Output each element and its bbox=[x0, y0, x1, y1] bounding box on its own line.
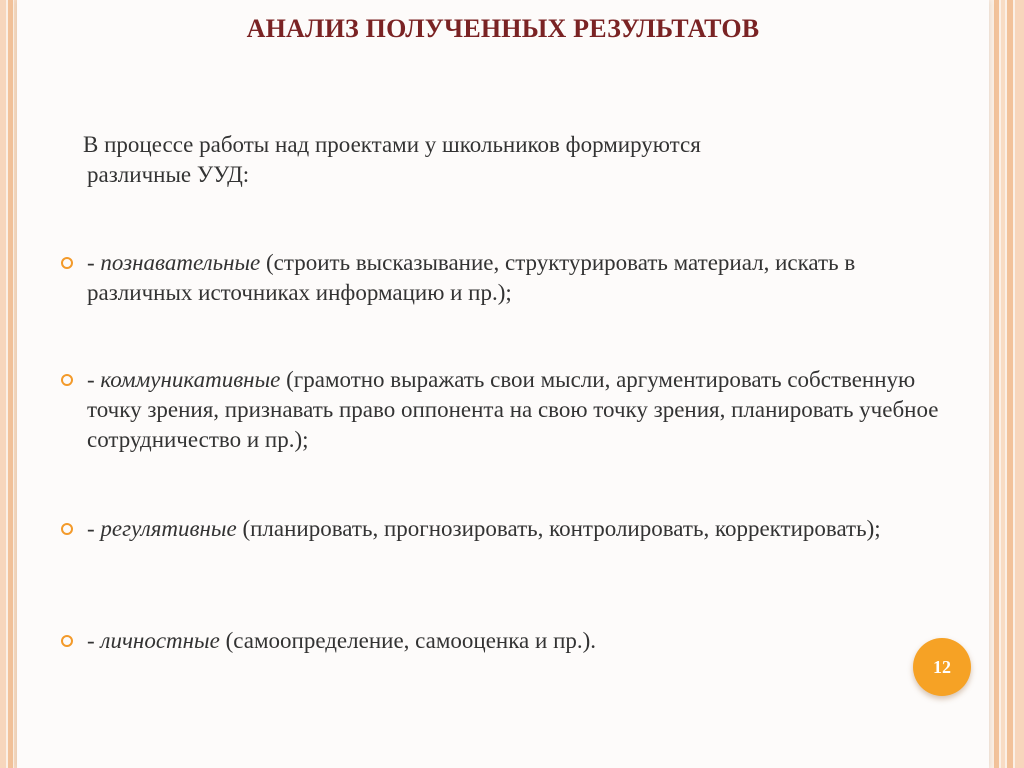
right-decorative-stripes bbox=[994, 0, 1024, 768]
stripe bbox=[994, 0, 999, 768]
bullet-circle-icon bbox=[61, 374, 73, 386]
stripe bbox=[0, 0, 6, 768]
bullet-description: (планировать, прогнозировать, контролировать, корректировать); bbox=[236, 516, 881, 541]
bullet-circle-icon bbox=[61, 257, 73, 269]
bullet-term: регулятивные bbox=[100, 516, 237, 541]
bullet-term: коммуникативные bbox=[100, 367, 281, 392]
slide-title: АНАЛИЗ ПОЛУЧЕННЫХ РЕЗУЛЬТАТОВ bbox=[246, 14, 760, 43]
intro-line-1: В процессе работы над проектами у школьников формируются bbox=[83, 132, 701, 157]
page-number-badge: 12 bbox=[913, 638, 971, 696]
bullet-term: познавательные bbox=[100, 250, 261, 275]
bullet-text: - коммуникативные (грамотно выражать свои мысли, аргументировать собственную точку зрения, признавать право оппонента на свою точку зрения, планировать учебное сотрудничество и пр.); bbox=[87, 367, 939, 452]
bullet-description: (грамотно выражать свои мысли, аргументировать собственную точку зрения, признавать право оппонента на свою точку зрения, планировать учебное сотрудничество и пр.); bbox=[87, 367, 939, 452]
slide-card bbox=[17, 0, 989, 768]
bullet-text: - личностные (самоопределение, самооценка и пр.). bbox=[87, 628, 597, 653]
stripe bbox=[8, 0, 13, 768]
intro-paragraph bbox=[83, 130, 883, 190]
bullet-circle-icon bbox=[61, 523, 73, 535]
bullet-description: (самоопределение, самооценка и пр.). bbox=[219, 628, 597, 653]
stripe bbox=[1007, 0, 1013, 768]
bullet-description: (строить высказывание, структурировать материал, искать в различных источниках информацию и пр.); bbox=[87, 250, 856, 305]
bullet-term: личностные bbox=[100, 628, 220, 653]
intro-line-2: различные УУД: bbox=[87, 162, 250, 187]
bullet-text: - познавательные (строить высказывание, структурировать материал, искать в различных источниках информацию и пр.); bbox=[87, 250, 856, 305]
stripe bbox=[1001, 0, 1005, 768]
bullet-circle-icon bbox=[61, 635, 73, 647]
bullet-text: - регулятивные (планировать, прогнозировать, контролировать, корректировать); bbox=[87, 516, 881, 541]
stripe bbox=[1015, 0, 1024, 768]
